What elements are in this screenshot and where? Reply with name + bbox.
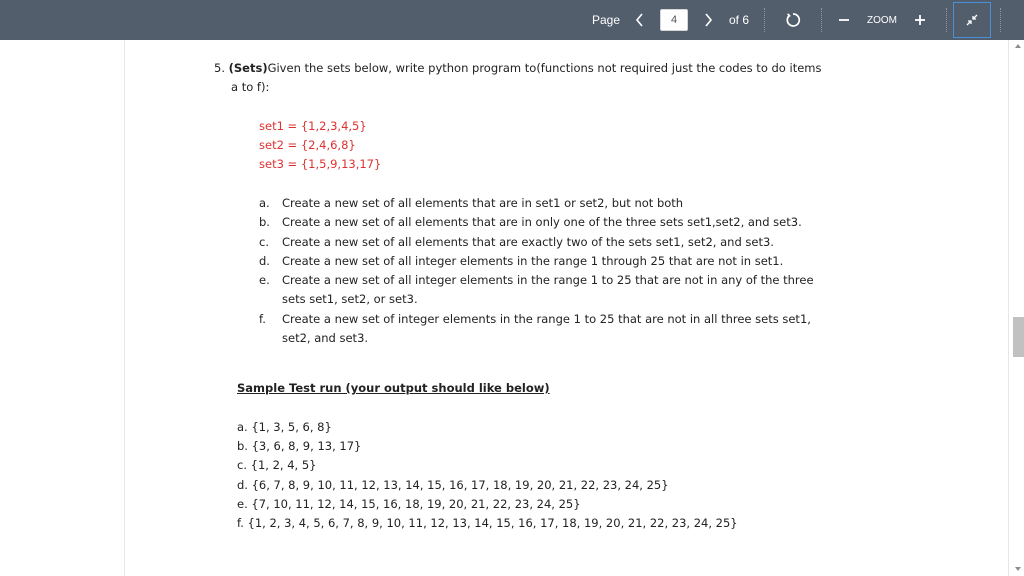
- vertical-scrollbar[interactable]: [1012, 40, 1024, 576]
- item-text: Create a new set of all integer elements in the range 1 through 25 that are not in set1.: [282, 254, 784, 268]
- collapse-icon: [965, 13, 979, 27]
- question-text: Given the sets below, write python program to(functions not required just the codes to do items: [267, 61, 822, 75]
- item-text: Create a new set of all integer elements in the range 1 to 25 that are not in any of the three: [282, 273, 814, 287]
- plus-icon: [914, 14, 926, 26]
- question-heading-line: [214, 61, 821, 75]
- scrollbar-thumb[interactable]: [1013, 317, 1024, 357]
- item-text-continued: set2, and set3.: [282, 331, 369, 345]
- rotate-button[interactable]: [782, 9, 804, 31]
- rotate-icon: [785, 12, 801, 28]
- toolbar-divider: [946, 8, 947, 32]
- zoom-out-button[interactable]: [836, 10, 852, 30]
- question-number: 5.: [214, 61, 225, 75]
- page-total: of 6: [729, 13, 750, 27]
- sample-run-title: Sample Test run (your output should like below): [237, 381, 550, 395]
- chevron-left-icon: [635, 13, 645, 27]
- output-line: d. {6, 7, 8, 9, 10, 11, 12, 13, 14, 15, 16, 17, 18, 19, 20, 21, 22, 23, 24, 25}: [237, 478, 669, 492]
- page-label: Page: [592, 13, 621, 27]
- output-line: b. {3, 6, 8, 9, 13, 17}: [237, 439, 362, 453]
- toolbar-divider: [821, 8, 822, 32]
- item-text-continued: sets set1, set2, or set3.: [282, 292, 418, 306]
- scroll-up-icon[interactable]: [1015, 44, 1021, 48]
- page-number-input[interactable]: [660, 9, 688, 31]
- item-letter: c.: [259, 235, 269, 249]
- item-text: Create a new set of all elements that are exactly two of the sets set1, set2, and set3.: [282, 235, 774, 249]
- toolbar-divider: [1000, 8, 1001, 32]
- previous-page-button[interactable]: [632, 10, 648, 30]
- page-edge-left: [124, 40, 125, 576]
- output-line: c. {1, 2, 4, 5}: [237, 458, 317, 472]
- next-page-button[interactable]: [700, 10, 716, 30]
- item-letter: a.: [259, 196, 270, 210]
- item-text: Create a new set of all elements that are in set1 or set2, but not both: [282, 196, 684, 210]
- output-line: f. {1, 2, 3, 4, 5, 6, 7, 8, 9, 10, 11, 12, 13, 14, 15, 16, 17, 18, 19, 20, 21, 22, 23, 24, 25}: [237, 516, 738, 530]
- scroll-down-icon[interactable]: [1015, 567, 1021, 571]
- output-line: e. {7, 10, 11, 12, 14, 15, 16, 18, 19, 20, 21, 22, 23, 24, 25}: [237, 497, 581, 511]
- zoom-label: ZOOM: [867, 15, 897, 26]
- exit-fullscreen-button[interactable]: [953, 2, 991, 38]
- document-viewer: [0, 40, 1024, 576]
- zoom-in-button[interactable]: [912, 10, 928, 30]
- chevron-right-icon: [703, 13, 713, 27]
- item-letter: b.: [259, 215, 270, 229]
- question-text-continued: a to f):: [231, 80, 270, 94]
- toolbar-divider: [764, 8, 765, 32]
- code-line: set3 = {1,5,9,13,17}: [259, 157, 382, 171]
- item-text: Create a new set of integer elements in the range 1 to 25 that are not in all three sets set1,: [282, 312, 811, 326]
- item-letter: d.: [259, 254, 270, 268]
- item-text: Create a new set of all elements that are in only one of the three sets set1,set2, and set3.: [282, 215, 802, 229]
- minus-icon: [838, 14, 850, 26]
- page-edge-right: [1008, 40, 1009, 576]
- output-line: a. {1, 3, 5, 6, 8}: [237, 420, 332, 434]
- code-line: set1 = {1,2,3,4,5}: [259, 119, 367, 133]
- item-letter: e.: [259, 273, 270, 287]
- code-line: set2 = {2,4,6,8}: [259, 138, 356, 152]
- item-letter: f.: [259, 312, 266, 326]
- question-heading: (Sets): [228, 61, 268, 75]
